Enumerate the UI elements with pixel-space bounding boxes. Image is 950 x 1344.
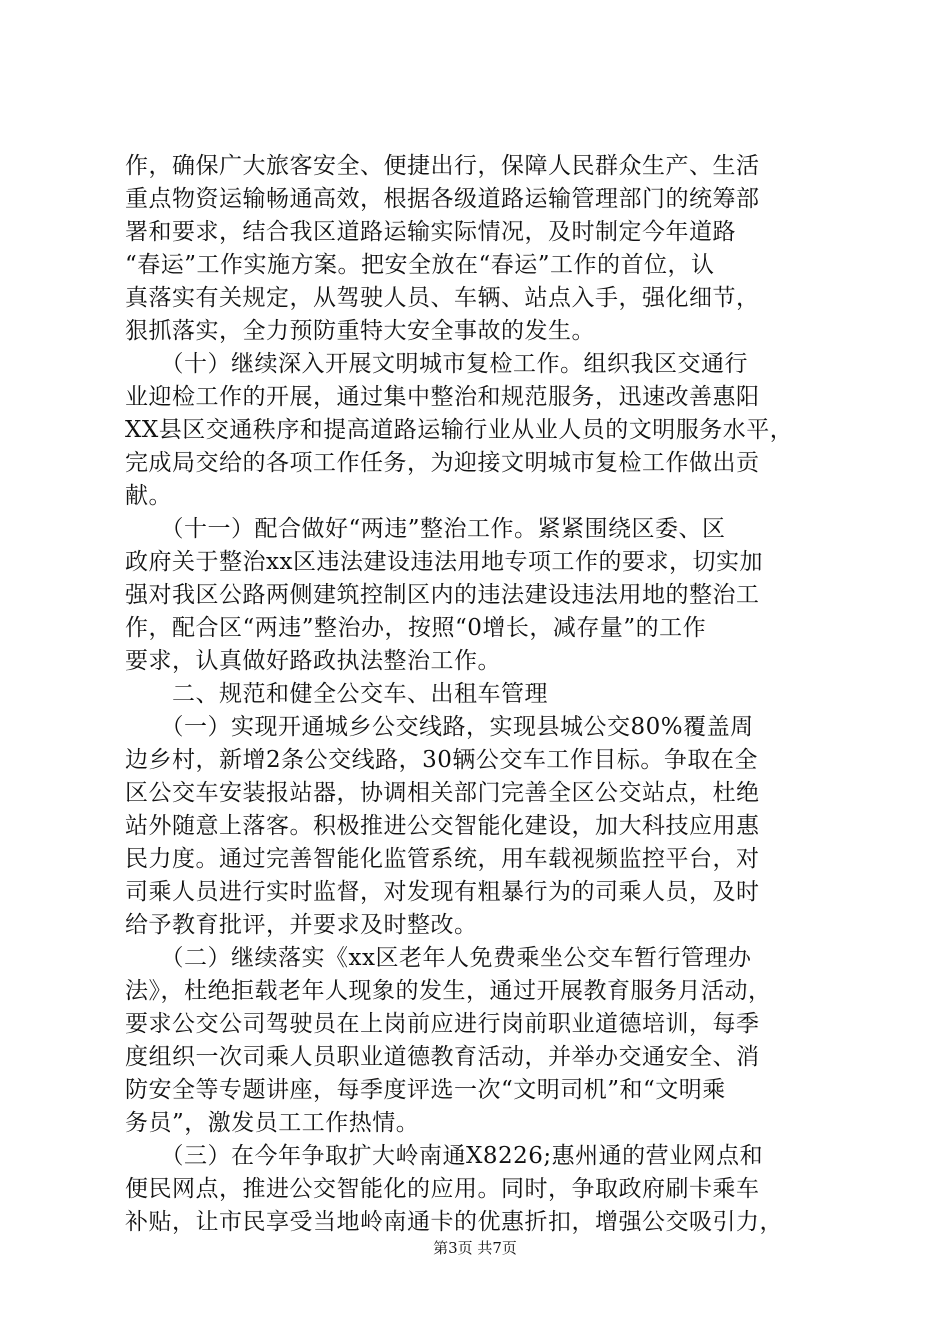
text-line: 强对我区公路两侧建筑控制区内的违法建设违法用地的整治工 <box>125 582 760 608</box>
text-line: 真落实有关规定，从驾驶人员、车辆、站点入手，强化细节， <box>125 285 760 311</box>
text-line: “春运”工作实施方案。把安全放在“春运”工作的首位，认 <box>125 252 715 278</box>
text-line: 度组织一次司乘人员职业道德教育活动，并举办交通安全、消 <box>125 1044 760 1070</box>
text-line: （一）实现开通城乡公交线路，实现县城公交80%覆盖周 <box>125 714 754 740</box>
text-line: 民力度。通过完善智能化监管系统，用车载视频监控平台，对 <box>125 846 760 872</box>
text-line: 务员”，激发员工工作热情。 <box>125 1110 420 1136</box>
text-line: 署和要求，结合我区道路运输实际情况，及时制定今年道路 <box>125 219 736 245</box>
text-line: 给予教育批评，并要求及时整改。 <box>125 912 478 938</box>
section-heading: 二、规范和健全公交车、出租车管理 <box>125 681 548 707</box>
text-line: 站外随意上落客。积极推进公交智能化建设，加大科技应用惠 <box>125 813 760 839</box>
text-line: （三）在今年争取扩大岭南通X8226;惠州通的营业网点和 <box>125 1143 764 1169</box>
text-line: 重点物资运输畅通高效，根据各级道路运输管理部门的统筹部 <box>125 186 760 212</box>
text-line: （十一）配合做好“两违”整治工作。紧紧围绕区委、区 <box>125 516 726 542</box>
text-line: 补贴，让市民享受当地岭南通卡的优惠折扣，增强公交吸引力， <box>125 1209 783 1235</box>
text-line: 司乘人员进行实时监督，对发现有粗暴行为的司乘人员，及时 <box>125 879 760 905</box>
text-line: 法》，杜绝拒载老年人现象的发生，通过开展教育服务月活动， <box>125 978 772 1004</box>
text-line: 业迎检工作的开展，通过集中整治和规范服务，迅速改善惠阳 <box>125 384 760 410</box>
text-line: 作，确保广大旅客安全、便捷出行，保障人民群众生产、生活 <box>125 153 760 179</box>
page-number-footer: 第3页 共7页 <box>433 1239 517 1257</box>
text-line: （二）继续落实《xx区老年人免费乘坐公交车暂行管理办 <box>125 945 752 971</box>
text-line: 狠抓落实，全力预防重特大安全事故的发生。 <box>125 318 595 344</box>
text-line: 政府关于整治xx区违法建设违法用地专项工作的要求，切实加 <box>125 549 763 575</box>
text-line: 要求公交公司驾驶员在上岗前应进行岗前职业道德培训，每季 <box>125 1011 760 1037</box>
text-line: （十）继续深入开展文明城市复检工作。组织我区交通行 <box>125 351 748 377</box>
text-line: 完成局交给的各项工作任务，为迎接文明城市复检工作做出贡 <box>125 450 760 476</box>
text-line: XX县区交通秩序和提高道路运输行业从业人员的文明服务水平， <box>125 417 794 443</box>
text-line: 便民网点，推进公交智能化的应用。同时，争取政府刷卡乘车 <box>125 1176 760 1202</box>
text-line: 边乡村，新增2条公交线路，30辆公交车工作目标。争取在全 <box>125 747 758 773</box>
text-line: 区公交车安装报站器，协调相关部门完善全区公交站点，杜绝 <box>125 780 760 806</box>
text-line: 防安全等专题讲座，每季度评选一次“文明司机”和“文明乘 <box>125 1077 726 1103</box>
text-line: 作，配合区“两违”整治办，按照“0增长，减存量”的工作 <box>125 615 707 641</box>
text-line: 献。 <box>125 483 172 509</box>
text-line: 要求，认真做好路政执法整治工作。 <box>125 648 501 674</box>
